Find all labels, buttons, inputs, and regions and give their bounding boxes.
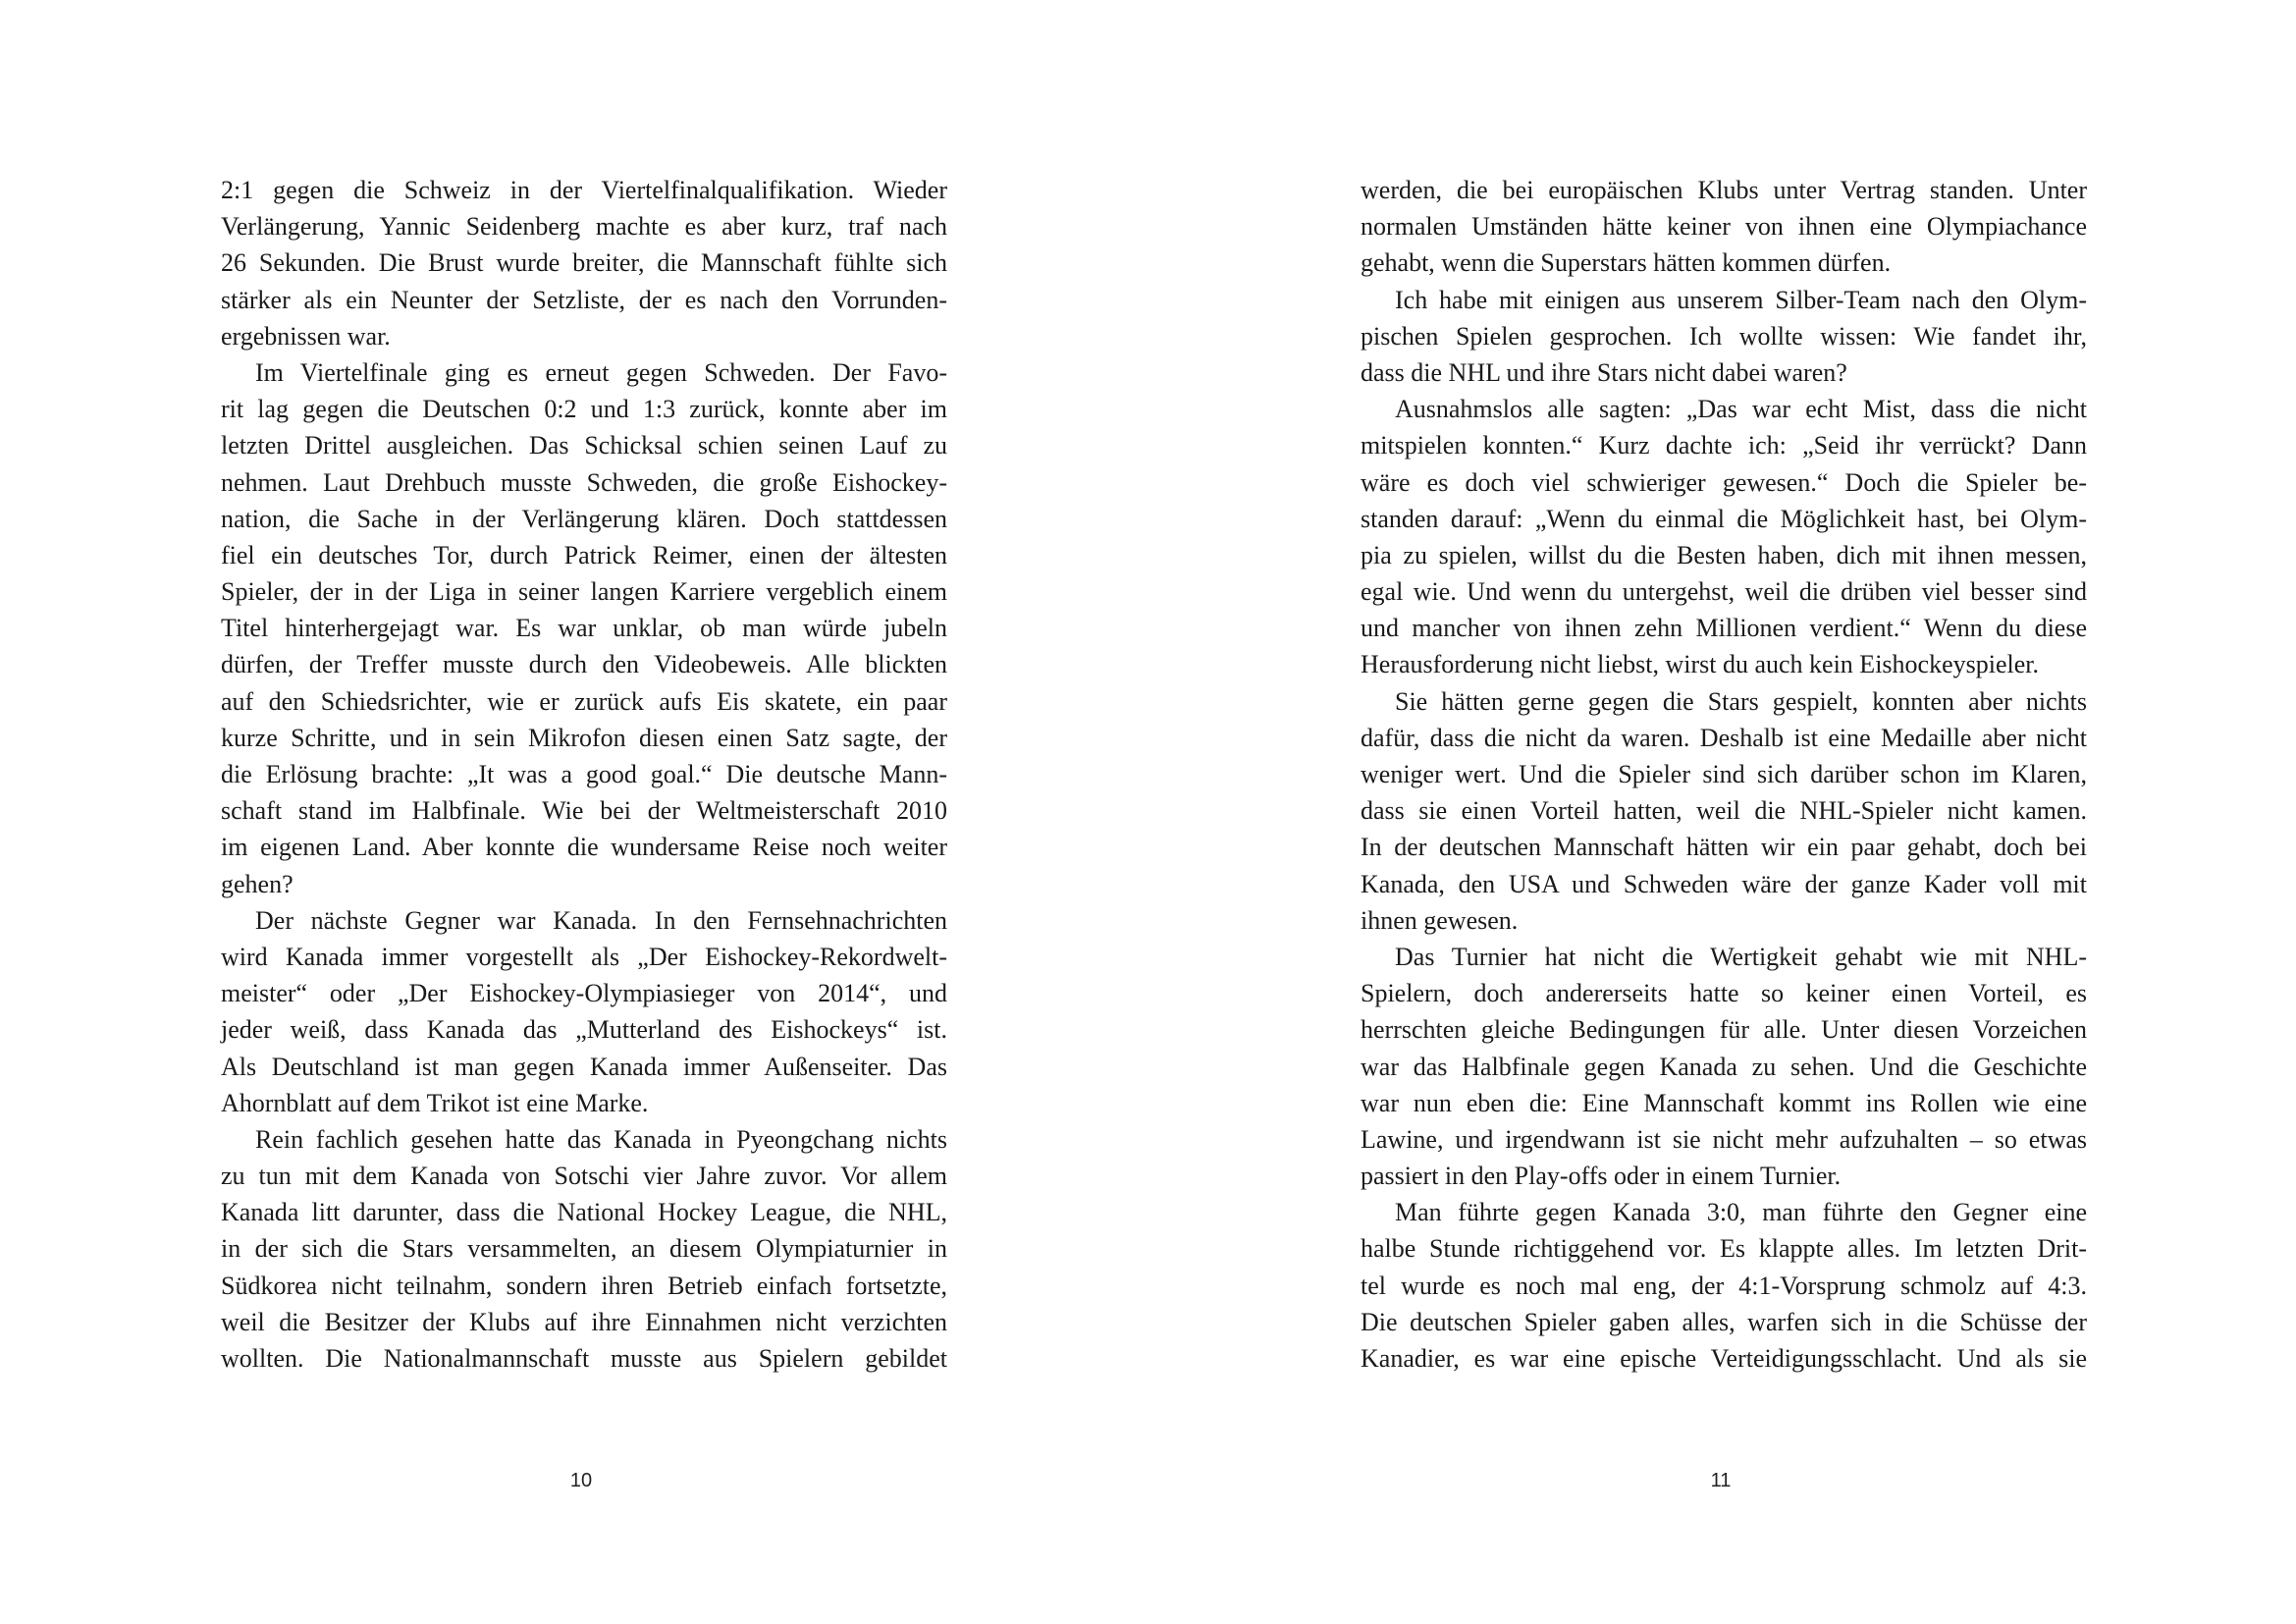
paragraph <box>1361 1194 2087 1377</box>
text-line: ergebnissen war. <box>221 321 391 351</box>
right-page-text <box>1361 172 2087 1377</box>
text-line: Das Turnier hat nicht die Wertigkeit gehabt wie mit NHL- <box>1395 942 2087 971</box>
text-line: schaft stand im Halbfinale. Wie bei der Weltmeisterschaft 2010 <box>221 796 947 826</box>
text-line: dass die NHL und ihre Stars nicht dabei waren? <box>1361 357 1847 387</box>
left-page-number: 10 <box>569 1470 593 1491</box>
text-line: war nun eben die: Eine Mannschaft kommt ins Rollen wie eine <box>1361 1088 2087 1117</box>
text-line: Spielern, doch andererseits hatte so keiner einen Vorteil, es <box>1361 979 2087 1008</box>
paragraph <box>1361 683 2087 939</box>
paragraph <box>1361 939 2087 1194</box>
text-line: Lawine, und irgendwann ist sie nicht mehr aufzuhalten – so etwas <box>1361 1124 2087 1154</box>
text-line: weniger wert. Und die Spieler sind sich darüber schon im Klaren, <box>1361 760 2087 788</box>
text-line: meister“ oder „Der Eishockey-Olympiasieger von 2014“, und <box>221 979 947 1008</box>
text-line: nation, die Sache in der Verlängerung klären. Doch stattdessen <box>221 504 947 533</box>
text-line: war das Halbfinale gegen Kanada zu sehen. Und die Geschichte <box>1361 1052 2087 1081</box>
text-line: ihnen gewesen. <box>1361 905 1519 935</box>
text-line: Der nächste Gegner war Kanada. In den Fernsehnachrichten <box>255 905 947 935</box>
text-line: egal wie. Und wenn du untergehst, weil die drüben viel besser sind <box>1361 577 2087 607</box>
text-line: herrschten gleiche Bedingungen für alle. Unter diesen Vorzeichen <box>1361 1015 2087 1045</box>
text-line: 26 Sekunden. Die Brust wurde breiter, die Mannschaft fühlte sich <box>221 248 947 278</box>
text-line: pischen Spielen gesprochen. Ich wollte wissen: Wie fandet ihr, <box>1361 321 2087 351</box>
paragraph <box>221 1121 947 1377</box>
text-line: kurze Schritte, und in sein Mikrofon diesen einen Satz sagte, der <box>221 723 947 752</box>
text-line: wollten. Die Nationalmannschaft musste aus Spielern gebildet <box>221 1344 947 1373</box>
paragraph <box>221 172 947 354</box>
text-line: fiel ein deutsches Tor, durch Patrick Reimer, einen der ältesten <box>221 540 947 569</box>
text-line: dass sie einen Vorteil hatten, weil die NHL-Spieler nicht kamen. <box>1361 796 2087 826</box>
text-line: rit lag gegen die Deutschen 0:2 und 1:3 zurück, konnte aber im <box>221 395 947 424</box>
left-page-text <box>221 172 947 1377</box>
paragraph <box>1361 391 2087 683</box>
text-line: wäre es doch viel schwieriger gewesen.“ Doch die Spieler be- <box>1361 467 2087 497</box>
text-line: pia zu spielen, willst du die Besten haben, dich mit ihnen messen, <box>1361 540 2087 569</box>
text-line: Sie hätten gerne gegen die Stars gespielt, konnten aber nichts <box>1395 686 2087 716</box>
text-line: stärker als ein Neunter der Setzliste, der es nach den Vorrunden- <box>221 285 947 314</box>
text-line: normalen Umständen hätte keiner von ihnen eine Olympiachance <box>1361 212 2087 242</box>
text-line: zu tun mit dem Kanada von Sotschi vier Jahre zuvor. Vor allem <box>221 1162 947 1191</box>
text-line: Die deutschen Spieler gaben alles, warfen sich in die Schüsse der <box>1361 1307 2087 1336</box>
text-line: dürfen, der Treffer musste durch den Videobeweis. Alle blickten <box>221 650 947 679</box>
text-line: Herausforderung nicht liebst, wirst du auch kein Eishockeyspieler. <box>1361 650 2039 679</box>
text-line: im eigenen Land. Aber konnte die wundersame Reise noch weiter <box>221 833 947 862</box>
paragraph <box>221 902 947 1121</box>
text-line: werden, die bei europäischen Klubs unter Vertrag standen. Unter <box>1361 176 2087 204</box>
text-line: mitspielen konnten.“ Kurz dachte ich: „Seid ihr verrückt? Dann <box>1361 431 2087 460</box>
paragraph <box>1361 172 2087 282</box>
text-line: die Erlösung brachte: „It was a good goal.“ Die deutsche Mann- <box>221 760 947 788</box>
text-line: in der sich die Stars versammelten, an diesem Olympiaturnier in <box>221 1234 947 1264</box>
text-line: Ahornblatt auf dem Trikot ist eine Marke. <box>221 1088 649 1117</box>
text-line: letzten Drittel ausgleichen. Das Schicksal schien seinen Lauf zu <box>221 431 947 460</box>
text-line: In der deutschen Mannschaft hätten wir ein paar gehabt, doch bei <box>1361 833 2087 862</box>
text-line: passiert in den Play-offs oder in einem Turnier. <box>1361 1162 1842 1191</box>
text-line: gehen? <box>221 869 294 898</box>
paragraph <box>1361 282 2087 392</box>
text-line: Rein fachlich gesehen hatte das Kanada in Pyeongchang nichts <box>255 1124 947 1154</box>
text-line: jeder weiß, dass Kanada das „Mutterland des Eishockeys“ ist. <box>221 1015 947 1045</box>
text-line: Kanada, den USA und Schweden wäre der ganze Kader voll mit <box>1361 869 2087 898</box>
paragraph <box>221 354 947 902</box>
text-line: weil die Besitzer der Klubs auf ihre Einnahmen nicht verzichten <box>221 1307 947 1336</box>
text-line: Ich habe mit einigen aus unserem Silber-Team nach den Olym- <box>1395 285 2087 314</box>
text-line: Als Deutschland ist man gegen Kanada immer Außenseiter. Das <box>221 1052 947 1081</box>
text-line: Man führte gegen Kanada 3:0, man führte den Gegner eine <box>1395 1198 2087 1227</box>
text-line: standen darauf: „Wenn du einmal die Möglichkeit hast, bei Olym- <box>1361 504 2087 533</box>
text-line: auf den Schiedsrichter, wie er zurück aufs Eis skatete, ein paar <box>221 686 947 716</box>
text-line: Verlängerung, Yannic Seidenberg machte es aber kurz, traf nach <box>221 212 947 242</box>
text-line: halbe Stunde richtiggehend vor. Es klappte alles. Im letzten Drit- <box>1361 1234 2087 1264</box>
text-line: gehabt, wenn die Superstars hätten kommen dürfen. <box>1361 248 1892 278</box>
text-line: Südkorea nicht teilnahm, sondern ihren Betrieb einfach fortsetzte, <box>221 1271 947 1300</box>
right-page-number: 11 <box>1710 1470 1732 1491</box>
text-line: Kanada litt darunter, dass die National Hockey League, die NHL, <box>221 1198 947 1227</box>
text-line: Spieler, der in der Liga in seiner langen Karriere vergeblich einem <box>221 577 947 607</box>
text-line: und mancher von ihnen zehn Millionen verdient.“ Wenn du diese <box>1361 614 2087 643</box>
text-line: Titel hinterhergejagt war. Es war unklar, ob man würde jubeln <box>221 614 947 643</box>
text-line: Im Viertelfinale ging es erneut gegen Schweden. Der Favo- <box>255 357 947 387</box>
text-line: tel wurde es noch mal eng, der 4:1-Vorsprung schmolz auf 4:3. <box>1361 1271 2087 1300</box>
text-line: Ausnahmslos alle sagten: „Das war echt Mist, dass die nicht <box>1395 395 2087 424</box>
text-line: dafür, dass die nicht da waren. Deshalb ist eine Medaille aber nicht <box>1361 723 2087 752</box>
text-line: nehmen. Laut Drehbuch musste Schweden, die große Eishockey- <box>221 467 947 497</box>
text-line: Kanadier, es war eine epische Verteidigungsschlacht. Und als sie <box>1361 1344 2087 1373</box>
text-line: wird Kanada immer vorgestellt als „Der Eishockey-Rekordwelt- <box>221 942 947 971</box>
text-line: 2:1 gegen die Schweiz in der Viertelfinalqualifikation. Wieder <box>221 176 947 204</box>
